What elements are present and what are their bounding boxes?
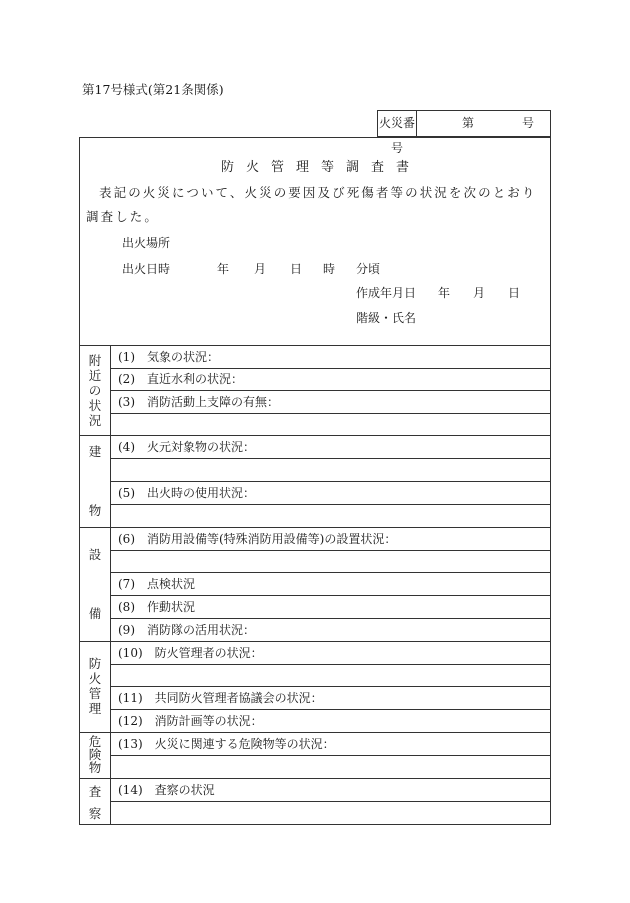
- item-10-fire-manager: (10) 防火管理者の状況：: [118, 646, 263, 660]
- fire-minute-label: 分頃: [356, 262, 381, 276]
- section-divider: [79, 435, 551, 436]
- row-divider: [110, 572, 551, 573]
- fire-number-box: [377, 110, 551, 155]
- category-equipment-1: 設: [88, 547, 102, 562]
- intro-text: 表記の火災について、火災の要因及び死傷者等の状況を次のとおり調査した。: [86, 185, 537, 224]
- row-divider: [110, 550, 551, 551]
- row-divider: [110, 368, 551, 369]
- section-divider: [79, 527, 551, 528]
- item-4-origin-building: (4) 火元対象物の状況：: [118, 440, 255, 454]
- item-6-equipment-installation: (6) 消防用設備等(特殊消防用設備等)の設置状況：: [118, 532, 397, 546]
- row-divider: [110, 595, 551, 596]
- fire-number-dai: 第: [462, 116, 475, 130]
- fire-day-label: 日: [290, 262, 303, 276]
- row-divider: [110, 686, 551, 687]
- row-divider: [110, 801, 551, 802]
- table-top-border: [79, 345, 551, 346]
- row-divider: [110, 458, 551, 459]
- item-5-usage: (5) 出火時の使用状況：: [118, 486, 255, 500]
- item-13-hazardous-materials: (13) 火災に関連する危険物等の状況：: [118, 737, 335, 751]
- item-7-inspection: (7) 点検状況: [118, 577, 195, 591]
- item-14-inspection-status: (14) 査察の状況: [118, 783, 215, 797]
- category-fire-management: 防 火 管 理: [88, 656, 102, 716]
- document-title: 防火管理等調査書: [220, 160, 421, 175]
- fire-number-go: 号: [522, 116, 535, 130]
- created-year-label: 年: [438, 286, 451, 300]
- fire-month-label: 月: [254, 262, 267, 276]
- fire-year-label: 年: [217, 262, 230, 276]
- category-building-2: 物: [88, 503, 102, 518]
- item-2-water-source: (2) 直近水利の状況：: [118, 372, 243, 386]
- created-month-label: 月: [473, 286, 486, 300]
- category-inspection-1: 査: [88, 784, 102, 799]
- item-9-usage-by-fire-brigade: (9) 消防隊の活用状況：: [118, 623, 255, 637]
- fire-hour-label: 時: [323, 262, 336, 276]
- category-building-1: 建: [88, 444, 102, 459]
- rank-name-label: 階級・氏名: [356, 311, 417, 325]
- row-divider: [110, 390, 551, 391]
- item-12-fire-plan: (12) 消防計画等の状況：: [118, 714, 263, 728]
- row-divider: [110, 481, 551, 482]
- row-divider: [110, 709, 551, 710]
- row-divider: [110, 413, 551, 414]
- category-vicinity: 附 近 の 状 況: [88, 353, 102, 428]
- row-divider: [110, 664, 551, 665]
- row-divider: [110, 504, 551, 505]
- item-11-joint-council: (11) 共同防火管理者協議会の状況：: [118, 691, 323, 705]
- created-date-label: 作成年月日: [356, 286, 417, 300]
- row-divider: [110, 618, 551, 619]
- fire-datetime-label: 出火日時: [122, 262, 171, 276]
- category-equipment-2: 備: [88, 606, 102, 621]
- fire-location-label: 出火場所: [122, 236, 171, 250]
- form-number-label: 第17号様式(第21条関係): [82, 82, 224, 97]
- item-3-firefighting-obstacles: (3) 消防活動上支障の有無：: [118, 395, 279, 409]
- fire-number-label: 火災番号: [378, 111, 417, 136]
- category-inspection-2: 察: [88, 806, 102, 821]
- item-8-operation: (8) 作動状況: [118, 600, 195, 614]
- row-divider: [110, 755, 551, 756]
- section-divider: [79, 778, 551, 779]
- created-day-label: 日: [508, 286, 521, 300]
- section-divider: [79, 732, 551, 733]
- section-divider: [79, 641, 551, 642]
- category-hazard: 危 険 物: [88, 734, 102, 775]
- category-column-divider: [110, 345, 111, 825]
- item-1-weather: (1) 気象の状況：: [118, 350, 219, 364]
